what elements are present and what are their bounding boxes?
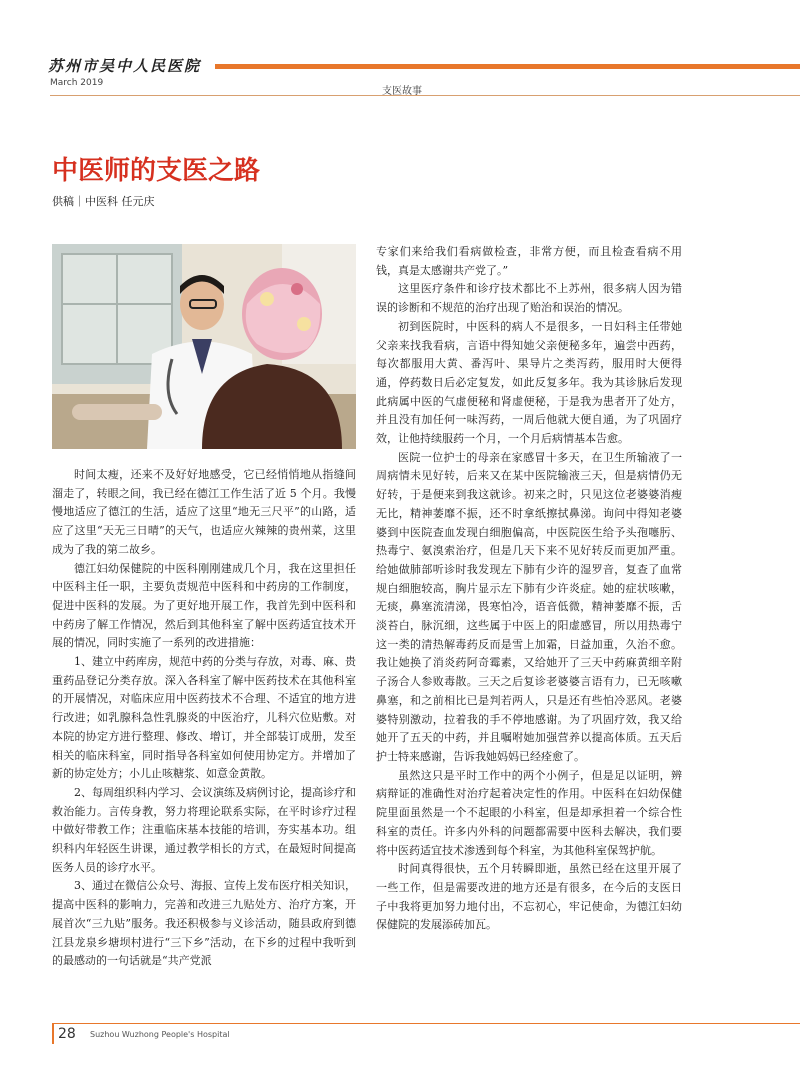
page-number: 28 — [58, 1026, 76, 1042]
issue-date: March 2019 — [50, 78, 104, 88]
paragraph: 2、每周组织科内学习、会议演练及病例讨论，提高诊疗和救治能力。言传身教，努力将理论联系实际，在平时诊疗过程中做好带教工作；注重临床基本技能的培训，夯实基本功。组织科内年轻医生讲课，通过教学相长的方式，在最短时间提高医务人员的诊疗水平。 — [52, 785, 356, 874]
paragraph: 时间太瘦，还来不及好好地感受，它已经悄悄地从指缝间溜走了，转眼之间，我已经在德江工作生活了近 5 个月。我慢慢地适应了德江的生活，适应了这里“地无三尺平”的山路，适应了这里“天无三日晴”的天气，也适应火辣辣的贵州菜，这里成为了我的第二故乡。 — [52, 468, 356, 556]
paragraph: 专家们来给我们看病做检查，非常方便，而且检查看病不用钱，真是太感谢共产党了。” — [376, 245, 682, 277]
article-photo — [52, 244, 356, 449]
paragraph: 3、通过在微信公众号、海报、宣传上发布医疗相关知识，提高中医科的影响力，完善和改进三九贴处方、治疗方案，开展首次“三九贴”服务。我还积极参与义诊活动，随县政府到德江县龙泉乡塘坝村进行“三下乡”活动，在下乡的过程中我听到的最感动的一句话就是“共产党派 — [52, 879, 356, 968]
article-column-right — [376, 243, 682, 935]
section-label: 支医故事 — [382, 86, 422, 97]
paragraph: 时间真得很快，五个月转瞬即逝，虽然已经在这里开展了一些工作，但是需要改进的地方还是有很多，在今后的支医日子中我将更加努力地付出，不忘初心，牢记使命，为德江妇幼保健院的发展添砖加瓦。 — [376, 862, 682, 932]
paragraph: 医院一位护士的母亲在家感冒十多天，在卫生所输液了一周病情未见好转，后来又在某中医院输液三天，但是病情仍无好转，于是便来到我这就诊。初来之时，只见这位老婆婆消瘦无比，精神萎靡不振，还不时拿纸擦拭鼻涕。询问中得知老婆婆到中医院查血发现白细胞偏高，中医院医生给予头孢噻肟、热毒宁、氨溴索治疗，但是几天下来不见好转反而更加严重。给她做肺部听诊时我发现左下肺有少许的湿罗音，复查了血常规白细胞较高，胸片显示左下肺有少许炎症。她的症状咳嗽，无痰，鼻塞流清涕，畏寒怕冷，语音低微，精神萎靡不振，舌淡苔白，脉沉细，这些属于中医上的阳虚感冒，所以用热毒宁这一类的清热解毒药反而是雪上加霜，日益加重，久治不愈。我让她换了消炎药阿奇霉素，又给她开了三天中药麻黄细辛附子汤合人参败毒散。三天之后复诊老婆婆言语有力，已无咳嗽鼻塞，和之前相比已是判若两人，只是还有些怕冷恶风。老婆婆特别激动，拉着我的手不停地感谢。为了巩固疗效，我又给她开了五天的中药，并且嘱咐她加强营养以提高体质。五天后护士特来感谢，告诉我她妈妈已经痊愈了。 — [376, 450, 682, 763]
paragraph: 德江妇幼保健院的中医科刚刚建成几个月，我在这里担任中医科主任一职，主要负责规范中医科和中药房的工作制度，促进中医科的发展。为了更好地开展工作，我首先到中医科和中药房了解工作情况，然后到其他科室了解中医药适宜技术开展的情况，同时实施了一系列的改进措施： — [52, 561, 356, 650]
article-column-left — [52, 466, 356, 971]
footer-divider — [52, 1023, 800, 1024]
paragraph: 这里医疗条件和诊疗技术都比不上苏州，很多病人因为错误的诊断和不规范的治疗出现了贻治和误治的情况。 — [376, 282, 682, 315]
paragraph: 1、建立中药库房，规范中药的分类与存放，对毒、麻、贵重药品登记分类存放。深入各科室了解中医药技术在其他科室的开展情况，对临床应用中医药技术不合理、不适宜的地方进行改进；如乳腺科急性乳腺炎的中医治疗，儿科穴位贴敷。对本院的协定方进行整理、修改、增订，并全部装订成册，发至相关的临床科室，同时指导各科室如何使用协定方。并增加了新的协定处方；小儿止咳糖浆、如意金黄散。 — [52, 655, 356, 781]
paragraph: 虽然这只是平时工作中的两个小例子，但是足以证明，辨病辩证的准确性对治疗起着决定性的作用。中医科在妇幼保健院里面虽然是一个不起眼的小科室，但是却承担着一个综合性科室的责任。许多内外科的问题都需要中医科去解决，我们要将中医药适宜技术渗透到每个科室，为其他科室保驾护航。 — [376, 768, 682, 857]
paragraph: 初到医院时，中医科的病人不是很多，一日妇科主任带她父亲来找我看病，言语中得知她父亲便秘多年，遍尝中西药，每次都服用大黄、番泻叶、果导片之类泻药，服用时大便得通，停药数日后必定复发，如此反复多年。我为其诊脉后发现此病属中医的气虚便秘和肾虚便秘，于是我为患者开了处方，并且没有加任何一味泻药，一周后他就大便自通，为了巩固疗效，让他持续服药一个月，一个月后病情基本告愈。 — [376, 319, 682, 446]
article-byline: 供稿｜中医科 任元庆 — [52, 195, 155, 208]
footer-accent — [52, 1024, 54, 1044]
article-title: 中医师的支医之路 — [52, 156, 261, 186]
masthead: 苏州市吴中人民医院 — [48, 57, 202, 75]
header-divider — [50, 95, 800, 96]
header-accent-bar — [215, 64, 800, 69]
footer-hospital-name: Suzhou Wuzhong People's Hospital — [90, 1030, 230, 1039]
